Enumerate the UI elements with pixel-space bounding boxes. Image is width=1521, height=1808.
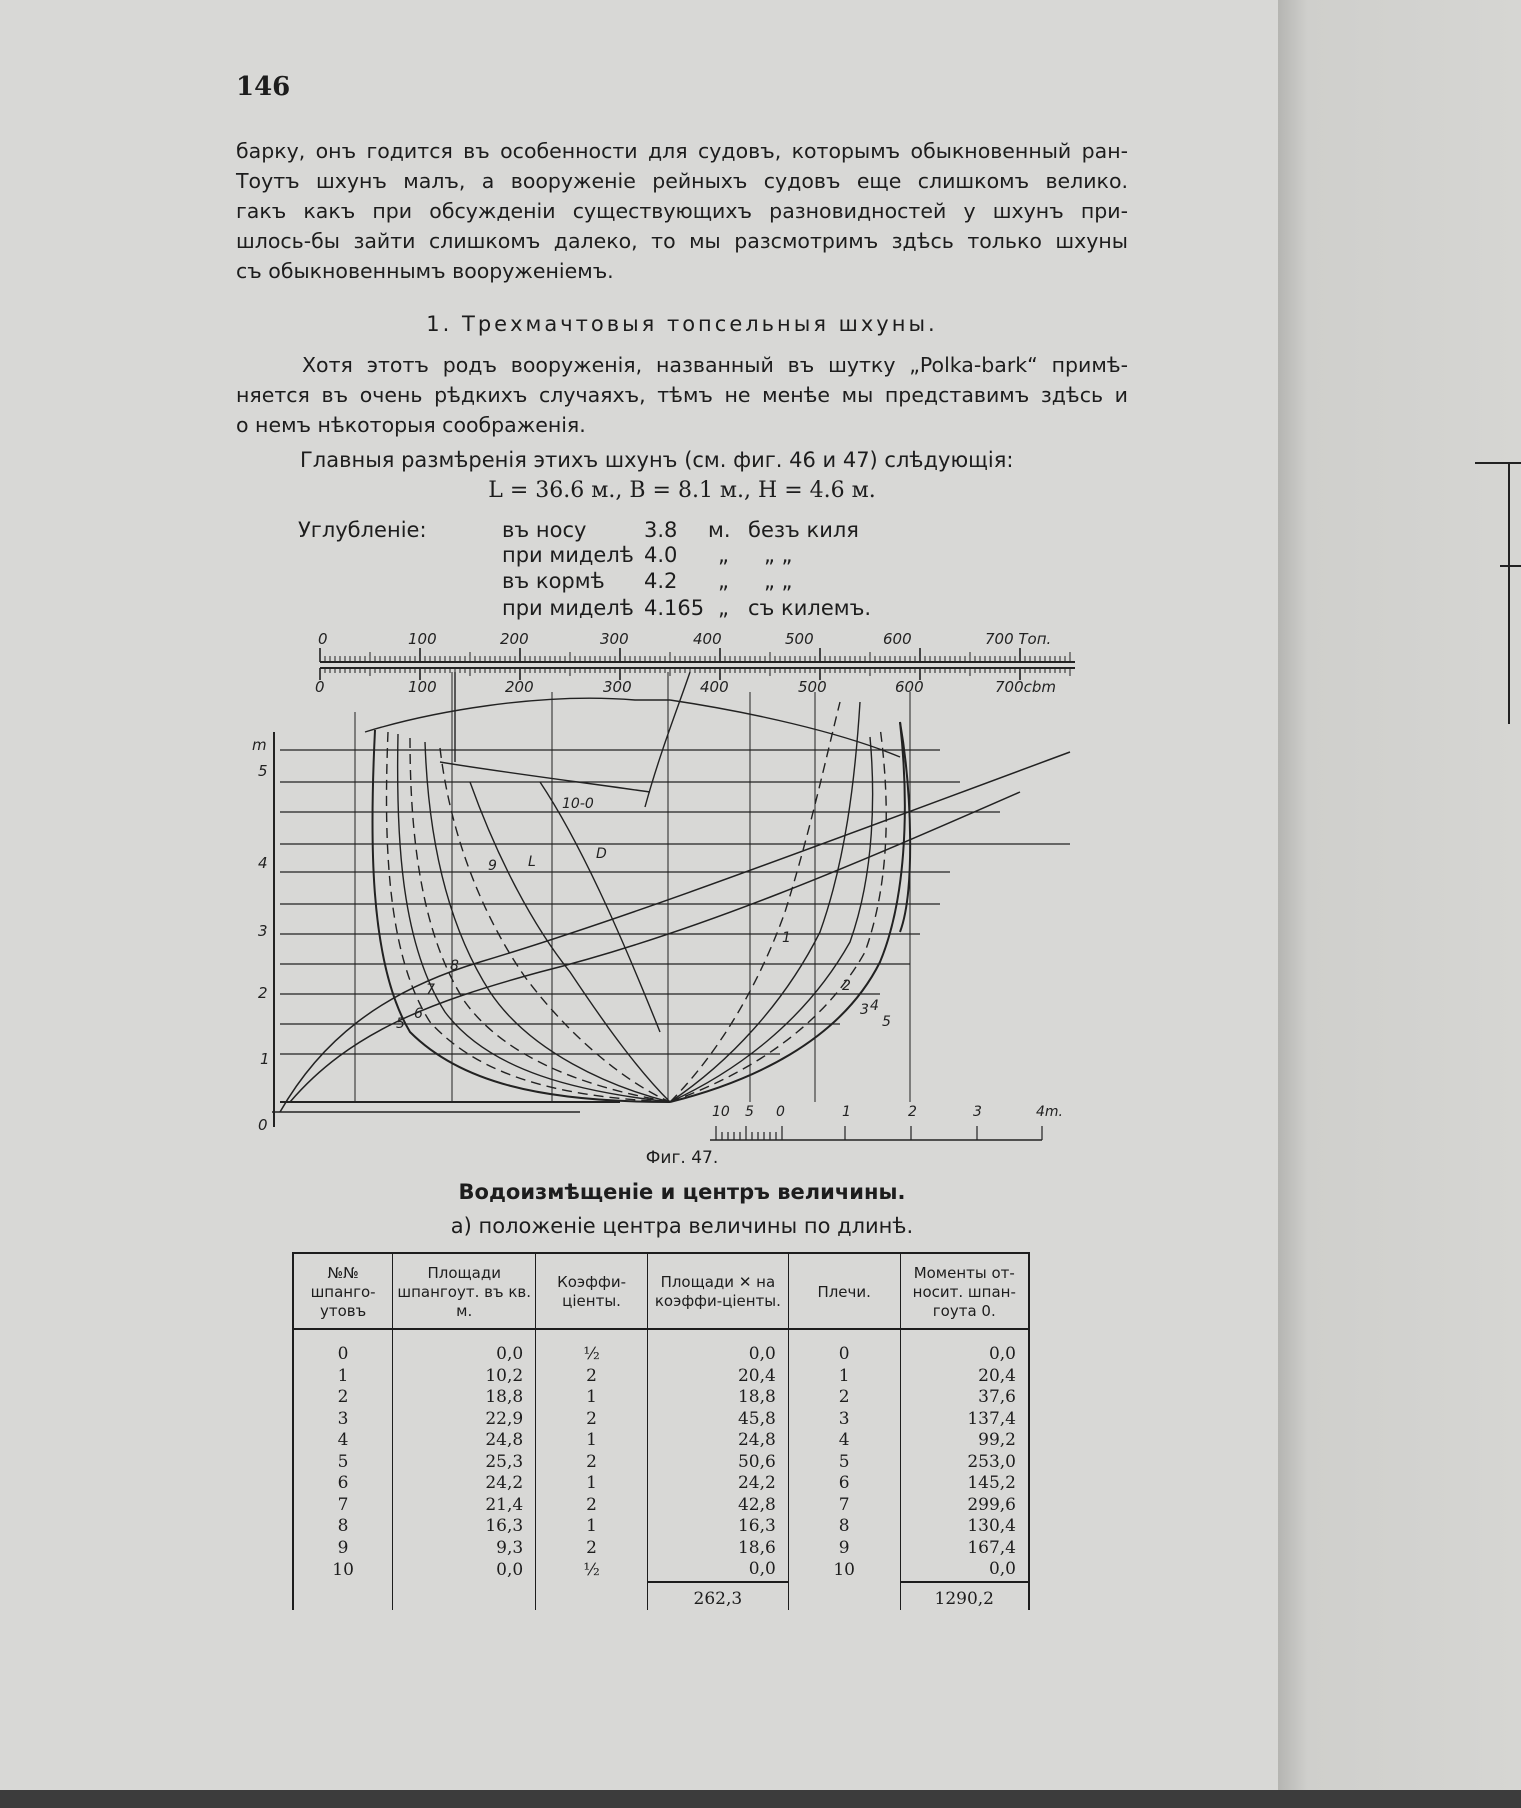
table-row [293, 1387, 1029, 1409]
table-cell: 0,0 [393, 1559, 536, 1582]
table-cell: 145,2 [900, 1473, 1029, 1495]
axis-label: 1 [260, 1050, 270, 1068]
table-cell: 9 [788, 1538, 900, 1560]
table-cell: 25,3 [393, 1452, 536, 1474]
reference-lines [355, 672, 910, 1102]
draft-label: Углубленіе: [298, 518, 427, 542]
body-plan-stern [365, 698, 670, 1102]
table-cell: 0 [293, 1329, 393, 1366]
scale-label: 600 [883, 630, 912, 648]
table-cell: 3 [788, 1409, 900, 1431]
curve-label: 4 [870, 998, 879, 1014]
table-cell: 4 [293, 1430, 393, 1452]
figure-47-diagram [252, 630, 1080, 1147]
table-row [293, 1538, 1029, 1560]
curve-label: 10-0 [562, 796, 594, 812]
table-cell: 24,2 [393, 1473, 536, 1495]
table-cell: 99,2 [900, 1430, 1029, 1452]
table-cell: 1 [536, 1387, 648, 1409]
axis-label: m [252, 736, 267, 754]
table-cell: 2 [293, 1387, 393, 1409]
draft-where: при миделѣ [502, 543, 634, 567]
draft-unit: „ [718, 543, 729, 567]
curve-label: 7 [426, 982, 435, 998]
table-cell: 24,8 [393, 1430, 536, 1452]
facing-page-mark [1475, 462, 1521, 464]
table-cell: 7 [293, 1495, 393, 1517]
table-cell: 253,0 [900, 1452, 1029, 1474]
scale-label: 500 [798, 678, 827, 696]
draft-note: съ килемъ. [748, 596, 872, 620]
text-line: шлось-бы зайти слишкомъ далеко, то мы разсмотримъ здѣсь только шхуны [236, 229, 1128, 253]
axis-label: 5 [258, 762, 268, 780]
draft-note: безъ киля [748, 518, 859, 542]
table-cell: 4 [788, 1430, 900, 1452]
scale-label: 300 [603, 678, 632, 696]
table-cell: 167,4 [900, 1538, 1029, 1560]
table-cell: 10 [293, 1559, 393, 1582]
text-line: Тоутъ шхунъ малъ, а вооруженіе рейныхъ судовъ еще слишкомъ велико. [236, 169, 1128, 193]
displacement-table [292, 1252, 1030, 1610]
table-cell [788, 1582, 900, 1611]
table-totals-row [293, 1582, 1029, 1611]
table-cell: 130,4 [900, 1516, 1029, 1538]
scale-label: 600 [895, 678, 924, 696]
table-cell: 0 [788, 1329, 900, 1366]
tonnage-scale [315, 630, 1075, 696]
table-row [293, 1409, 1029, 1431]
table-subtitle: а) положеніе центра величины по длинѣ. [450, 1214, 914, 1238]
table-cell: 1 [536, 1430, 648, 1452]
table-cell: 2 [536, 1366, 648, 1388]
table-cell: 37,6 [900, 1387, 1029, 1409]
column-header: Коэффи-ціенты. [536, 1253, 648, 1329]
curve-label: 1 [782, 930, 791, 946]
figure-caption: Фиг. 47. [645, 1148, 719, 1168]
table-row [293, 1430, 1029, 1452]
dimensions-formula: L = 36.6 м., B = 8.1 м., H = 4.6 м. [488, 478, 876, 503]
body-plan-bow [670, 700, 910, 1102]
table-title: Водоизмѣщеніе и центръ величины. [458, 1180, 906, 1204]
table-cell: 2 [536, 1452, 648, 1474]
table-row [293, 1452, 1029, 1474]
table-row [293, 1559, 1029, 1582]
curve-label: 5 [882, 1014, 891, 1030]
facing-page-mark [1508, 462, 1510, 724]
scale-label: 400 [693, 630, 722, 648]
table-cell: 9 [293, 1538, 393, 1560]
section-heading: 1. Трехмачтовыя топсельныя шхуны. [426, 312, 938, 336]
scale-label: 700 Топ. [985, 630, 1052, 648]
table-row [293, 1516, 1029, 1538]
curve-label: 6 [414, 1006, 423, 1022]
table-cell: 1 [788, 1366, 900, 1388]
table-cell: 24,8 [647, 1430, 788, 1452]
draft-value: 4.2 [644, 569, 678, 593]
text-line: няется въ очень рѣдкихъ случаяхъ, тѣмъ не менѣе мы представимъ здѣсь и [236, 383, 1128, 407]
table-cell: 50,6 [647, 1452, 788, 1474]
table-cell: ½ [536, 1329, 648, 1366]
curve-label: 2 [842, 978, 851, 994]
column-header: Моменты от-носит. шпан-гоута 0. [900, 1253, 1029, 1329]
table-cell: 0,0 [647, 1559, 788, 1582]
table-total: 262,3 [647, 1582, 788, 1611]
text-line: о немъ нѣкоторыя соображенія. [236, 413, 586, 437]
table-cell: 6 [293, 1473, 393, 1495]
table-cell: 6 [788, 1473, 900, 1495]
scale-label: 300 [600, 630, 629, 648]
page-number: 146 [236, 72, 291, 102]
table-cell: 7 [788, 1495, 900, 1517]
table-cell: 10 [788, 1559, 900, 1582]
draft-value: 4.0 [644, 543, 678, 567]
table-cell: 18,8 [647, 1387, 788, 1409]
curve-label: 5 [396, 1016, 405, 1032]
table-cell: 8 [788, 1516, 900, 1538]
table-cell: 2 [536, 1538, 648, 1560]
text-line: барку, онъ годится въ особенности для судовъ, которымъ обыкновенный ран- [236, 139, 1128, 163]
scale-label: 0 [315, 678, 325, 696]
draft-where: въ кормѣ [502, 569, 605, 593]
table-cell: 24,2 [647, 1473, 788, 1495]
table-cell: 3 [293, 1409, 393, 1431]
table-cell: 1 [536, 1516, 648, 1538]
scale-label: 500 [785, 630, 814, 648]
curve-label: D [596, 846, 607, 862]
axis-label: 0 [258, 1116, 268, 1134]
curve-label: L [528, 854, 536, 870]
draft-where: въ носу [502, 518, 587, 542]
curve-label: 3 [860, 1002, 869, 1018]
table-cell: 137,4 [900, 1409, 1029, 1431]
table-cell: 16,3 [647, 1516, 788, 1538]
scale-label: 0 [318, 630, 328, 648]
table-cell: 0,0 [647, 1329, 788, 1366]
scale-label: 100 [408, 678, 437, 696]
draft-unit: м. [708, 518, 731, 542]
table-cell: 9,3 [393, 1538, 536, 1560]
table-cell: 5 [293, 1452, 393, 1474]
table-cell: 45,8 [647, 1409, 788, 1431]
table-cell: 10,2 [393, 1366, 536, 1388]
meter-scale-label: 2 [908, 1104, 917, 1120]
table-cell: 18,8 [393, 1387, 536, 1409]
table-cell: 0,0 [900, 1329, 1029, 1366]
scale-label: 400 [700, 678, 729, 696]
draft-unit: „ [718, 596, 729, 620]
scale-label: 200 [500, 630, 529, 648]
table-cell: 21,4 [393, 1495, 536, 1517]
meter-scale-label: 0 [776, 1104, 785, 1120]
table-cell: 5 [788, 1452, 900, 1474]
table-cell: 20,4 [647, 1366, 788, 1388]
table-cell: 16,3 [393, 1516, 536, 1538]
meter-scale-label: 1 [842, 1104, 851, 1120]
table-row [293, 1366, 1029, 1388]
text-line: Хотя этотъ родъ вооруженія, названный въ шутку „Polka-bark“ примѣ- [302, 353, 1128, 377]
axis-label: 2 [258, 984, 268, 1002]
intro-paragraph [236, 136, 1128, 286]
draft-note: „ „ [764, 569, 793, 593]
table-cell: 20,4 [900, 1366, 1029, 1388]
table-cell [536, 1582, 648, 1611]
table-cell [393, 1582, 536, 1611]
draft-value: 4.165 [644, 596, 705, 620]
axis-label: 3 [258, 922, 268, 940]
text-line: гакъ какъ при обсужденіи существующихъ разновидностей у шхунъ при- [236, 199, 1128, 223]
table-cell: 18,6 [647, 1538, 788, 1560]
draft-unit: „ [718, 569, 729, 593]
table-cell: 2 [536, 1409, 648, 1431]
draft-value: 3.8 [644, 518, 678, 542]
column-header: Площади шпангоут. въ кв. м. [393, 1253, 536, 1329]
table-cell: 2 [536, 1495, 648, 1517]
meter-scale-label: 5 [745, 1104, 754, 1120]
curve-label: 9 [488, 858, 497, 874]
table-cell: 22,9 [393, 1409, 536, 1431]
table-cell: 1 [536, 1473, 648, 1495]
meter-scale [710, 1104, 1063, 1140]
column-header: №№ шпанго-утовъ [293, 1253, 393, 1329]
table-row [293, 1495, 1029, 1517]
table-cell: 2 [788, 1387, 900, 1409]
meter-scale-label: 10 [712, 1104, 730, 1120]
facing-page-mark [1500, 565, 1521, 567]
table-total: 1290,2 [900, 1582, 1029, 1611]
text-line: съ обыкновеннымъ вооруженіемъ. [236, 259, 614, 283]
meter-scale-label: 3 [973, 1104, 982, 1120]
table-header-row [293, 1253, 1029, 1329]
scale-label: 200 [505, 678, 534, 696]
draft-where: при миделѣ [502, 596, 634, 620]
curve-label: 8 [450, 958, 459, 974]
dimensions-intro: Главныя размѣренія этихъ шхунъ (см. фиг. 46 и 47) слѣдующія: [300, 448, 1014, 472]
table-row [293, 1329, 1029, 1366]
table-cell: 1 [293, 1366, 393, 1388]
meter-scale-label: 4m. [1036, 1104, 1063, 1120]
axis-label: 4 [258, 854, 268, 872]
table-cell: 0,0 [900, 1559, 1029, 1582]
table-cell [293, 1582, 393, 1611]
facing-page-edge [1278, 0, 1521, 1808]
table-cell: 299,6 [900, 1495, 1029, 1517]
table-row [293, 1473, 1029, 1495]
column-header: Плечи. [788, 1253, 900, 1329]
column-header: Площади ✕ на коэффи-ціенты. [647, 1253, 788, 1329]
table-cell: 0,0 [393, 1329, 536, 1366]
body-paragraph [236, 350, 1128, 440]
scan-bottom-edge [0, 1790, 1521, 1808]
table-cell: ½ [536, 1559, 648, 1582]
scale-label: 700cbm [995, 678, 1057, 696]
scale-label: 100 [408, 630, 437, 648]
draft-note: „ „ [764, 543, 793, 567]
table-cell: 8 [293, 1516, 393, 1538]
table-cell: 42,8 [647, 1495, 788, 1517]
